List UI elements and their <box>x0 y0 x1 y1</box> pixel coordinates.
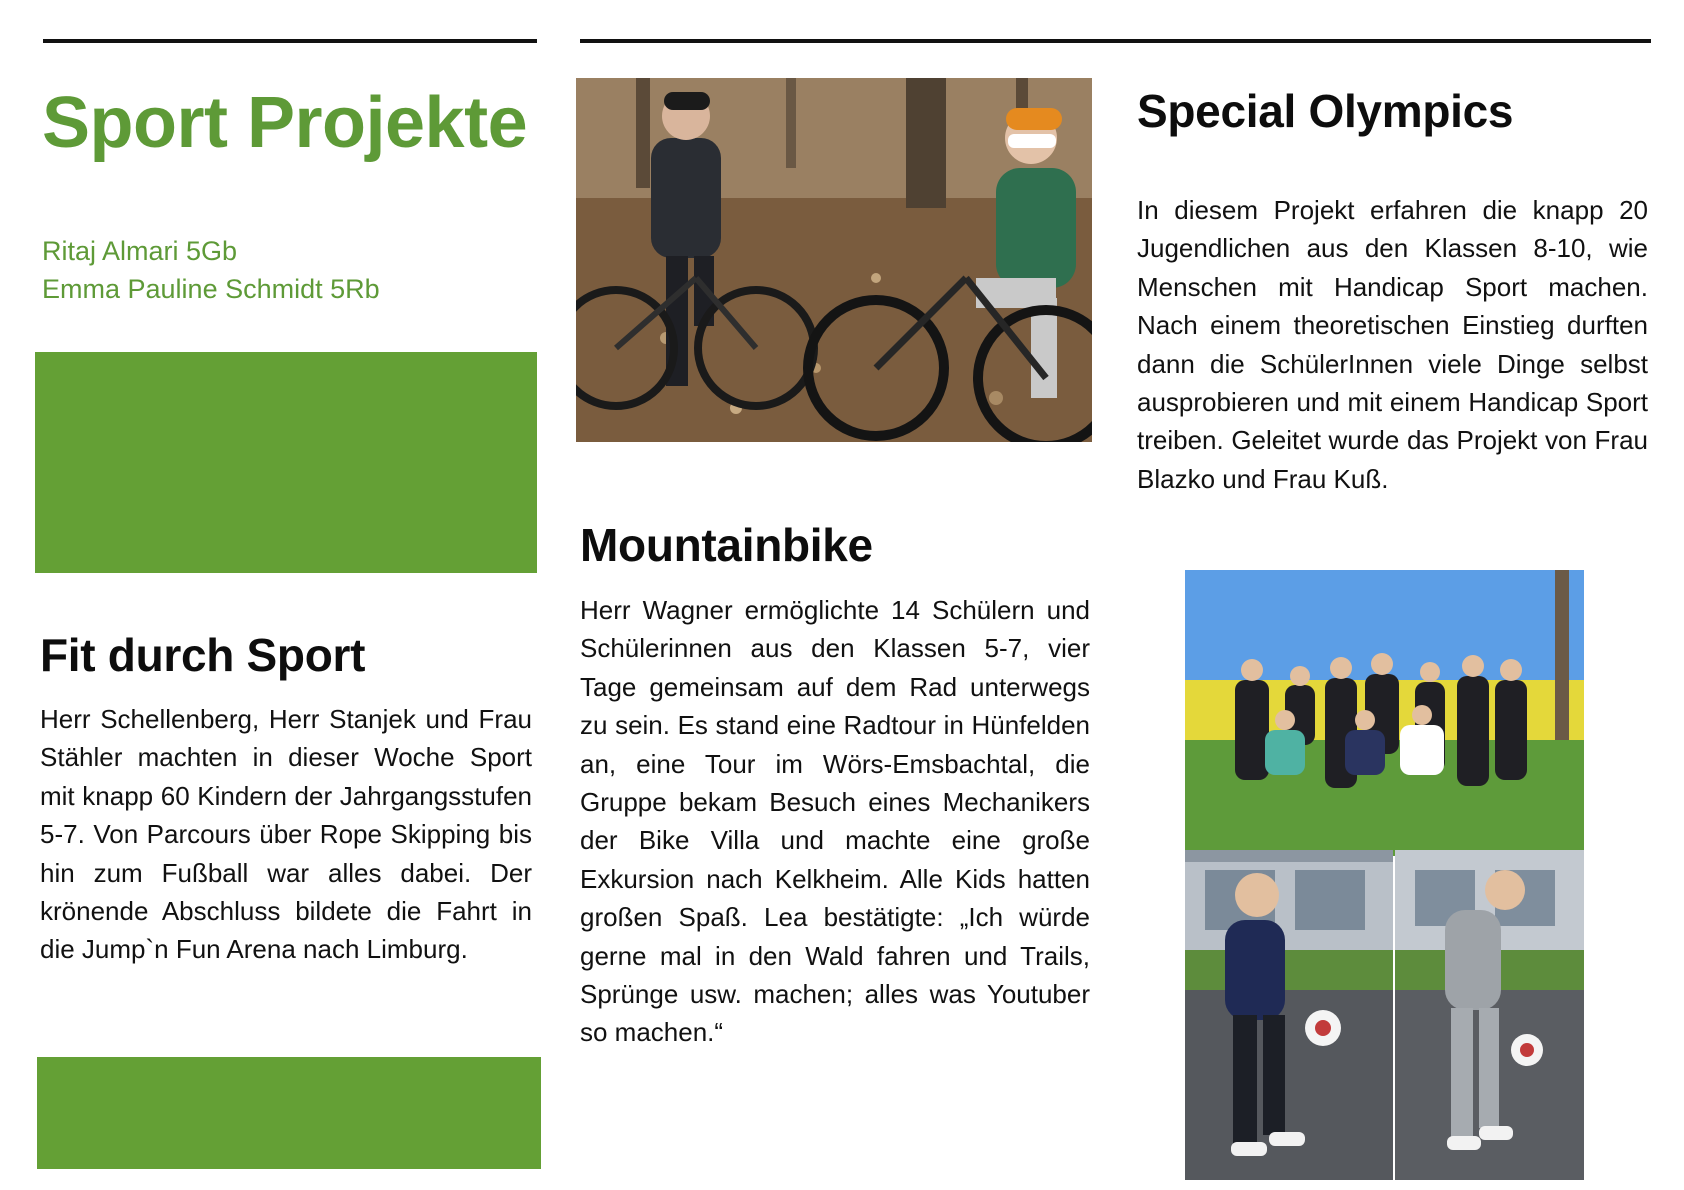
group-photo <box>1185 570 1584 856</box>
author-2: Emma Pauline Schmidt 5Rb <box>42 274 380 304</box>
authors-block <box>42 232 380 308</box>
football-photo-1 <box>1185 850 1393 1180</box>
fit-text: Herr Schellenberg, Herr Stanjek und Frau Stähler machten in dieser Woche Sport mit knapp 60 Kindern der Jahrgangsstufen 5-7. Von Parcours über Rope Skipping bis hin zum Fußball war alles dabei. Der krönende Abschluss bildete die Fahrt in die Jump`n Fun Arena nach Limburg. <box>40 704 532 965</box>
top-rule-right <box>580 39 1651 43</box>
special-olympics-text: In diesem Projekt erfahren die knapp 20 Jugendlichen aus den Klassen 8-10, wie Menschen mit Handicap Sport machen. Nach einem theoretischen Einstieg durften dann die SchülerInnen viele Dinge selbst ausprobieren und mit einem Handicap Sport treiben. Geleitet wurde das Projekt von Frau Blazko und Frau Kuß. <box>1137 195 1648 494</box>
green-block-bottom <box>37 1057 541 1169</box>
mountainbike-photo <box>576 78 1092 442</box>
green-block-top <box>35 352 537 573</box>
special-olympics-heading: Special Olympics <box>1137 85 1514 137</box>
football-photo-2 <box>1395 850 1584 1180</box>
mountainbike-heading: Mountainbike <box>580 519 873 571</box>
page-title: Sport Projekte <box>42 83 528 163</box>
mountainbike-text: Herr Wagner ermöglichte 14 Schülern und Schülerinnen aus den Klassen 5-7, vier Tage gemeinsam auf dem Rad unterwegs zu sein. Es stand eine Radtour in Hünfelden an, eine Tour im Wörs-Emsbachtal, die Gruppe bekam Besuch eines Mechanikers der Bike Villa und machte eine große Exkursion nach Kelkheim. Alle Kids hatten großen Spaß. Lea bestätigte: „Ich würde gerne mal in den Wald fahren und Trails, Sprünge usw. machen; alles was Youtuber so machen.“ <box>580 595 1090 1048</box>
author-1: Ritaj Almari 5Gb <box>42 236 238 266</box>
top-rule-left <box>43 39 537 43</box>
fit-heading: Fit durch Sport <box>40 629 366 681</box>
